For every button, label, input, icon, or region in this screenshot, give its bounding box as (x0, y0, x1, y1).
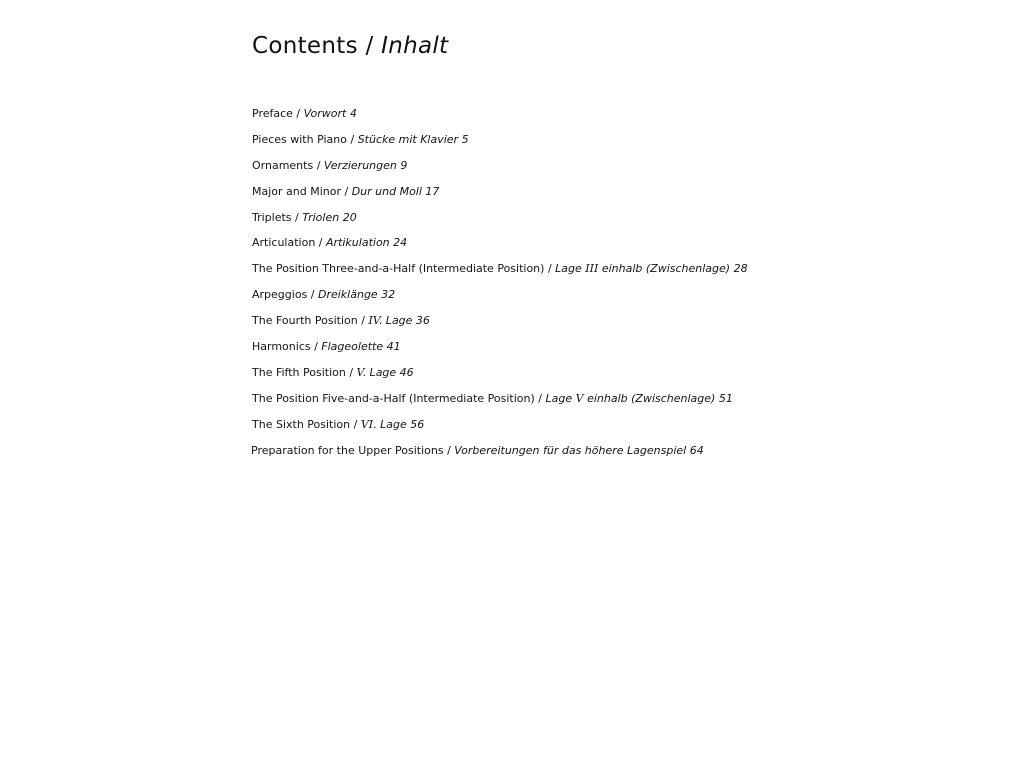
entry-german-numeral: V (575, 391, 584, 405)
entry-german-suffix: Lage 46 (366, 365, 414, 379)
entry-separator: / (544, 262, 556, 276)
entry-german-numeral: VI. (360, 417, 377, 431)
entry-english: The Position Three-and-a-Half (Intermediate Position) (252, 262, 545, 276)
toc-entry-fifth-position (252, 364, 748, 390)
title-german: Inhalt (381, 33, 449, 59)
toc-entry-harmonics (252, 338, 748, 364)
toc-entry-arpeggios (252, 286, 748, 312)
toc-entry-upper-positions-preparation (251, 442, 748, 468)
entry-german: Triolen 20 (302, 210, 357, 224)
entry-german: Vorwort 4 (303, 107, 357, 120)
entry-english: The Fourth Position (252, 314, 358, 328)
entry-german: Artikulation 24 (326, 236, 408, 250)
entry-separator: / (313, 158, 324, 172)
entry-english: Triplets (252, 210, 292, 224)
entry-english: The Sixth Position (252, 417, 351, 431)
entry-german-numeral: IV. (368, 314, 383, 328)
entry-separator: / (315, 236, 327, 250)
entry-separator: / (345, 365, 357, 379)
page-title (252, 33, 448, 59)
entry-separator: / (291, 210, 303, 224)
entry-english: Major and Minor (252, 184, 341, 198)
entry-separator: / (346, 132, 358, 146)
entry-german-suffix: Lage 36 (382, 314, 430, 328)
entry-german: Verzierungen 9 (323, 158, 408, 172)
entry-separator: / (310, 340, 322, 354)
entry-german-numeral: V. (356, 365, 367, 379)
entry-separator: / (443, 443, 455, 457)
entry-english: Pieces with Piano (252, 132, 347, 146)
toc-entry-triplets (252, 209, 748, 235)
entry-english: Ornaments (252, 158, 314, 172)
entry-separator: / (357, 314, 369, 328)
toc-entry-pieces-with-piano (252, 131, 748, 157)
toc-entry-ornaments (252, 157, 748, 183)
entry-german-numeral: III (585, 262, 599, 276)
entry-german: Dur und Moll 17 (351, 184, 440, 198)
entry-english: Preparation for the Upper Positions (251, 443, 444, 457)
toc-entry-position-five-and-a-half (252, 390, 748, 416)
toc-entry-position-three-and-a-half (252, 260, 748, 286)
toc-entry-articulation (252, 234, 748, 260)
title-separator: / (357, 33, 382, 59)
entry-german-prefix: Lage (555, 262, 586, 276)
entry-english: The Fifth Position (252, 365, 346, 379)
toc-entry-major-and-minor (252, 183, 748, 209)
title-english: Contents (252, 33, 358, 59)
entry-separator: / (341, 184, 352, 198)
entry-german: Stücke mit Klavier 5 (357, 132, 469, 146)
entry-separator: / (534, 391, 546, 405)
entry-separator: / (307, 288, 318, 302)
entry-english: Harmonics (252, 340, 311, 354)
entry-german: Vorbereitungen für das höhere Lagenspiel 64 (454, 443, 704, 457)
entry-german: Flageolette 41 (321, 340, 401, 354)
entry-german-suffix: einhalb (Zwischenlage) 28 (598, 262, 748, 276)
entry-separator: / (292, 107, 304, 120)
entry-german: Dreiklänge 32 (317, 288, 396, 302)
toc-entry-sixth-position (252, 416, 748, 442)
entry-german-suffix: einhalb (Zwischenlage) 51 (583, 391, 733, 405)
table-of-contents (252, 105, 748, 467)
entry-english: Preface (252, 107, 293, 120)
entry-english: The Position Five-and-a-Half (Intermediate Position) (252, 391, 535, 405)
entry-german-prefix: Lage (545, 391, 576, 405)
entry-separator: / (350, 417, 361, 431)
entry-english: Articulation (252, 236, 316, 250)
entry-english: Arpeggios (252, 288, 308, 302)
entry-german-suffix: Lage 56 (376, 417, 425, 431)
toc-entry-preface (252, 105, 748, 131)
toc-entry-fourth-position (252, 312, 748, 338)
